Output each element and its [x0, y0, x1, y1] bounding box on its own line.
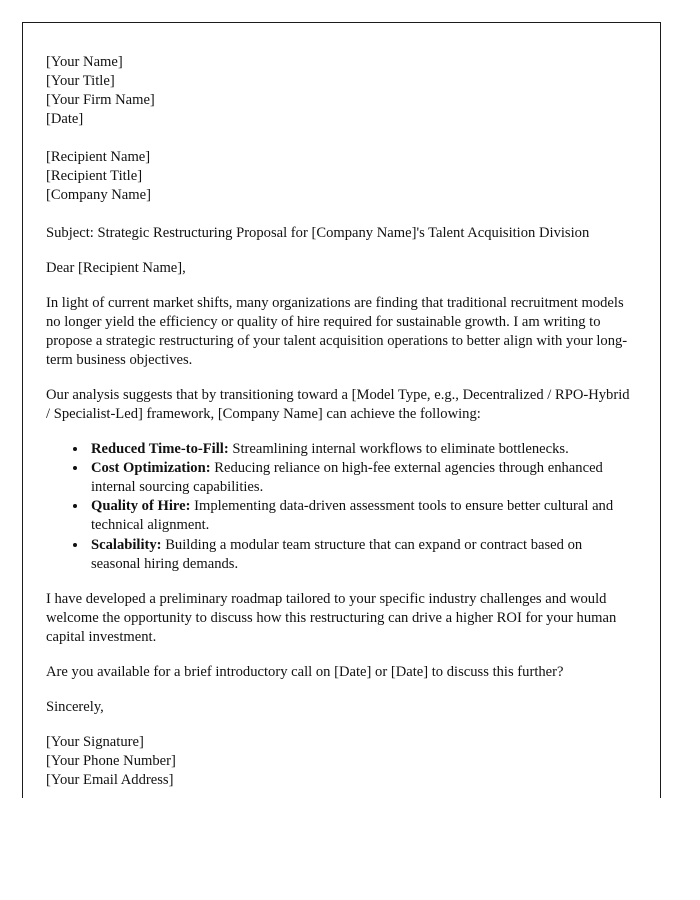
body-paragraph-2: Our analysis suggests that by transitioning toward a [Model Type, e.g., Decentralized / RPO-Hybrid / Specialist-Led] framework, [Company Name] can achieve the following:: [46, 386, 630, 422]
closing-salutation: Sincerely,: [46, 698, 104, 715]
recipient-name: [Recipient Name]: [46, 148, 151, 165]
sender-name: [Your Name]: [46, 54, 123, 70]
sender-address-block: [46, 53, 634, 129]
list-item: [88, 497, 634, 535]
salutation: Dear [Recipient Name],: [46, 259, 186, 276]
list-item: [88, 536, 634, 574]
body-paragraph-1: In light of current market shifts, many organizations are finding that traditional recruitment models no longer yield the efficiency or quality of hire required for sustainable growth. I am writing to propose a strategic restructuring of your talent acquisition operations to better align with your long-term business objectives.: [46, 294, 628, 368]
signature-phone: [Your Phone Number]: [46, 752, 176, 769]
body-paragraph-4: Are you available for a brief introductory call on [Date] or [Date] to discuss this further?: [46, 663, 564, 680]
recipient-title: [Recipient Title]: [46, 167, 143, 184]
sender-firm-name: [Your Firm Name]: [46, 91, 155, 108]
signature-email: [Your Email Address]: [46, 771, 174, 788]
signature-block: [46, 733, 634, 790]
body-paragraph-3: I have developed a preliminary roadmap tailored to your specific industry challenges and would welcome the opportunity to discuss how this restructuring can drive a higher ROI for your human capital investment.: [46, 590, 617, 645]
list-item: [88, 440, 634, 459]
signature-placeholder: [Your Signature]: [46, 733, 144, 750]
recipient-company-name: [Company Name]: [46, 186, 151, 203]
letter-page: [22, 22, 661, 798]
recipient-address-block: [46, 148, 634, 205]
benefit-text: Streamlining internal workflows to eliminate bottlenecks.: [232, 440, 569, 457]
benefit-label: Quality of Hire:: [91, 498, 191, 515]
letter-content: [23, 23, 660, 790]
benefit-text: Implementing data-driven assessment tools to ensure better cultural and technical alignment.: [91, 498, 614, 534]
sender-title: [Your Title]: [46, 72, 115, 89]
benefit-label: Cost Optimization:: [91, 460, 211, 476]
benefit-text: Reducing reliance on high-fee external agencies through enhanced internal sourcing capabilities.: [91, 460, 603, 495]
benefit-text: Building a modular team structure that can expand or contract based on seasonal hiring demands.: [91, 536, 583, 572]
benefit-label: Reduced Time-to-Fill:: [91, 440, 229, 457]
subject-line: Subject: Strategic Restructuring Proposal for [Company Name]'s Talent Acquisition Division: [46, 224, 590, 241]
benefits-list: [46, 440, 634, 574]
benefit-label: Scalability:: [91, 536, 162, 553]
letter-date: [Date]: [46, 110, 84, 127]
list-item: [88, 459, 634, 497]
